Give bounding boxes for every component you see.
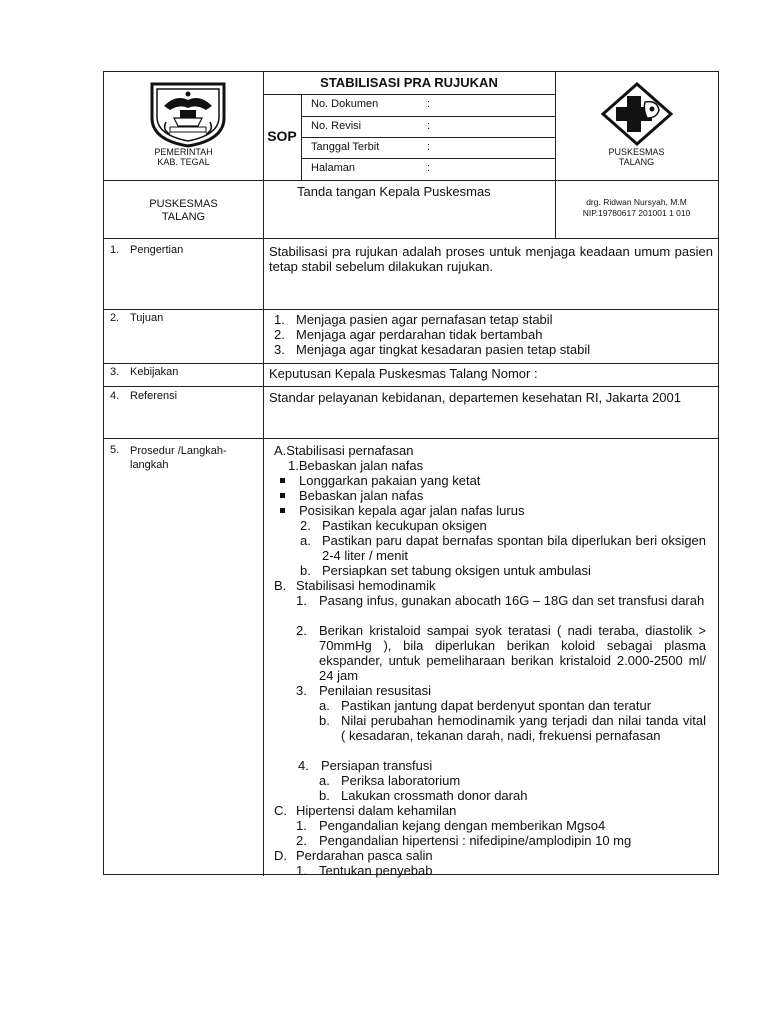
step-b4b: Lakukan crossmath donor darah — [341, 788, 528, 803]
meta-sep-halaman: : — [427, 162, 431, 174]
step-c-title: Hipertensi dalam kehamilan — [296, 803, 457, 818]
tujuan-num: 2. — [110, 312, 120, 324]
puskesmas-logo-icon — [599, 80, 675, 148]
tujuan-item-num: 2. — [274, 327, 285, 342]
signer-block — [555, 197, 718, 219]
referensi-label: Referensi — [130, 390, 178, 402]
step-d-title: Perdarahan pasca salin — [296, 848, 433, 863]
referensi-num: 4. — [110, 390, 120, 402]
bullet-item — [280, 503, 524, 518]
step-b4b-num: b. — [319, 788, 330, 803]
bullet-text: Longgarkan pakaian yang ketat — [299, 473, 481, 488]
tujuan-item-3 — [274, 342, 591, 357]
bullet-text: Posisikan kepala agar jalan nafas lurus — [299, 503, 525, 518]
bullet-text: Bebaskan jalan nafas — [299, 488, 424, 503]
sop-label: SOP — [267, 128, 297, 144]
signer-nip: NIP.19780617 201001 1 010 — [582, 208, 691, 218]
step-b4: Persiapan transfusi — [321, 758, 433, 773]
step-b2: Berikan kristaloid sampai syok teratasi ( nadi teraba, diastolik > 70mmHg ), bila diperlukan berikan koloid sebagai plasma ekspander, untuk pemeliharaan berikan kristaloid 2.000-2500 ml/ 24 jam — [319, 623, 706, 683]
step-b2-num: 2. — [296, 623, 307, 638]
step-a-title: A.Stabilisasi pernafasan — [274, 443, 414, 458]
step-b3: Penilaian resusitasi — [319, 683, 432, 698]
prosedur-label-line2: langkah — [130, 459, 169, 471]
meta-label-revisi: No. Revisi — [311, 120, 362, 132]
divider-referensi — [104, 438, 718, 439]
divider-tujuan — [104, 363, 718, 364]
bullet-icon — [280, 493, 285, 498]
divider-meta-2 — [301, 137, 555, 138]
right-logo-line1: PUSKESMAS — [608, 147, 665, 157]
meta-sep-dokumen: : — [427, 98, 431, 110]
step-d1-num: 1. — [296, 863, 307, 878]
sop-document — [103, 71, 719, 878]
pengertian-label: Pengertian — [130, 244, 184, 256]
bullet-item — [280, 488, 423, 503]
bullet-icon — [280, 478, 285, 483]
step-b1: Pasang infus, gunakan abocath 16G – 18G dan set transfusi darah — [319, 593, 705, 608]
kebijakan-num: 3. — [110, 366, 120, 378]
divider-header — [104, 180, 718, 181]
tujuan-item-2 — [274, 327, 543, 342]
step-b4-num: 4. — [298, 758, 309, 773]
bullet-item — [280, 473, 480, 488]
tujuan-item-1 — [274, 312, 553, 327]
meta-label-dokumen: No. Dokumen — [311, 98, 379, 110]
tujuan-item-num: 1. — [274, 312, 285, 327]
step-b4a-num: a. — [319, 773, 330, 788]
divider-pengertian — [104, 309, 718, 310]
sign-caption: Tanda tangan Kepala Puskesmas — [297, 184, 491, 199]
divider-meta-1 — [301, 116, 555, 117]
divider-kebijakan — [104, 386, 718, 387]
pengertian-text: Stabilisasi pra rujukan adalah proses untuk menjaga keadaan umum pasien tetap stabil sebelum dilakukan rujukan. — [269, 244, 713, 274]
step-b-num: B. — [274, 578, 287, 593]
org-line1: PUSKESMAS — [149, 198, 218, 210]
step-a2-num: 2. — [300, 518, 311, 533]
step-a2a-num: a. — [300, 533, 311, 548]
step-a2a: Pastikan paru dapat bernafas spontan bila diperlukan beri oksigen 2-4 liter / menit — [322, 533, 706, 563]
right-logo-caption — [555, 147, 718, 167]
prosedur-num: 5. — [110, 444, 120, 456]
bullet-icon — [280, 508, 285, 513]
meta-label-tanggal: Tanggal Terbit — [311, 141, 380, 153]
step-b3-num: 3. — [296, 683, 307, 698]
step-b1-num: 1. — [296, 593, 307, 608]
kebijakan-text: Keputusan Kepala Puskesmas Talang Nomor : — [269, 366, 538, 381]
step-b-title: Stabilisasi hemodinamik — [296, 578, 436, 593]
divider-meta-3 — [301, 158, 555, 159]
step-c1-num: 1. — [296, 818, 307, 833]
step-d-num: D. — [274, 848, 287, 863]
pengertian-num: 1. — [110, 244, 120, 256]
step-a2b: Persiapkan set tabung oksigen untuk ambulasi — [322, 563, 591, 578]
meta-label-halaman: Halaman — [311, 162, 356, 174]
right-logo-line2: TALANG — [618, 157, 655, 167]
tujuan-item-text: Menjaga agar tingkat kesadaran pasien tetap stabil — [296, 342, 591, 357]
step-c-num: C. — [274, 803, 287, 818]
tujuan-item-num: 3. — [274, 342, 285, 357]
step-c1: Pengandalian kejang dengan memberikan Mgso4 — [319, 818, 606, 833]
tujuan-label: Tujuan — [130, 312, 164, 324]
org-name — [104, 198, 263, 224]
step-b3a: Pastikan jantung dapat berdenyut spontan dan teratur — [341, 698, 652, 713]
divider-title — [263, 94, 555, 95]
left-logo-caption — [104, 147, 263, 167]
kabupaten-tegal-emblem-icon — [146, 80, 230, 148]
left-logo-line2: KAB. TEGAL — [157, 157, 210, 167]
left-logo-line1: PEMERINTAH — [154, 147, 213, 157]
step-a1: 1.Bebaskan jalan nafas — [288, 458, 424, 473]
referensi-text: Standar pelayanan kebidanan, departemen kesehatan RI, Jakarta 2001 — [269, 390, 681, 405]
step-b4a: Periksa laboratorium — [341, 773, 461, 788]
step-c2-num: 2. — [296, 833, 307, 848]
divider-label-column — [263, 238, 264, 876]
kebijakan-label: Kebijakan — [130, 366, 179, 378]
step-d1: Tentukan penyebab — [319, 863, 433, 878]
meta-sep-tanggal: : — [427, 141, 431, 153]
step-a2: Pastikan kecukupan oksigen — [322, 518, 487, 533]
tujuan-item-text: Menjaga agar perdarahan tidak bertambah — [296, 327, 543, 342]
step-c2: Pengandalian hipertensi : nifedipine/amplodipin 10 mg — [319, 833, 632, 848]
step-b3a-num: a. — [319, 698, 330, 713]
org-line2: TALANG — [161, 211, 206, 223]
prosedur-label — [130, 444, 227, 472]
prosedur-label-line1: Prosedur /Langkah- — [130, 445, 227, 457]
tujuan-item-text: Menjaga pasien agar pernafasan tetap stabil — [296, 312, 553, 327]
meta-sep-revisi: : — [427, 120, 431, 132]
step-b3b-num: b. — [319, 713, 330, 728]
step-b3b: Nilai perubahan hemodinamik yang terjadi dan nilai tanda vital ( kesadaran, tekanan darah, nadi, frekuensi pernafasan — [341, 713, 706, 743]
step-a2b-num: b. — [300, 563, 311, 578]
signer-name: drg. Ridwan Nursyah, M.M — [586, 197, 687, 207]
divider-sign — [104, 238, 718, 239]
document-title: STABILISASI PRA RUJUKAN — [320, 75, 498, 90]
